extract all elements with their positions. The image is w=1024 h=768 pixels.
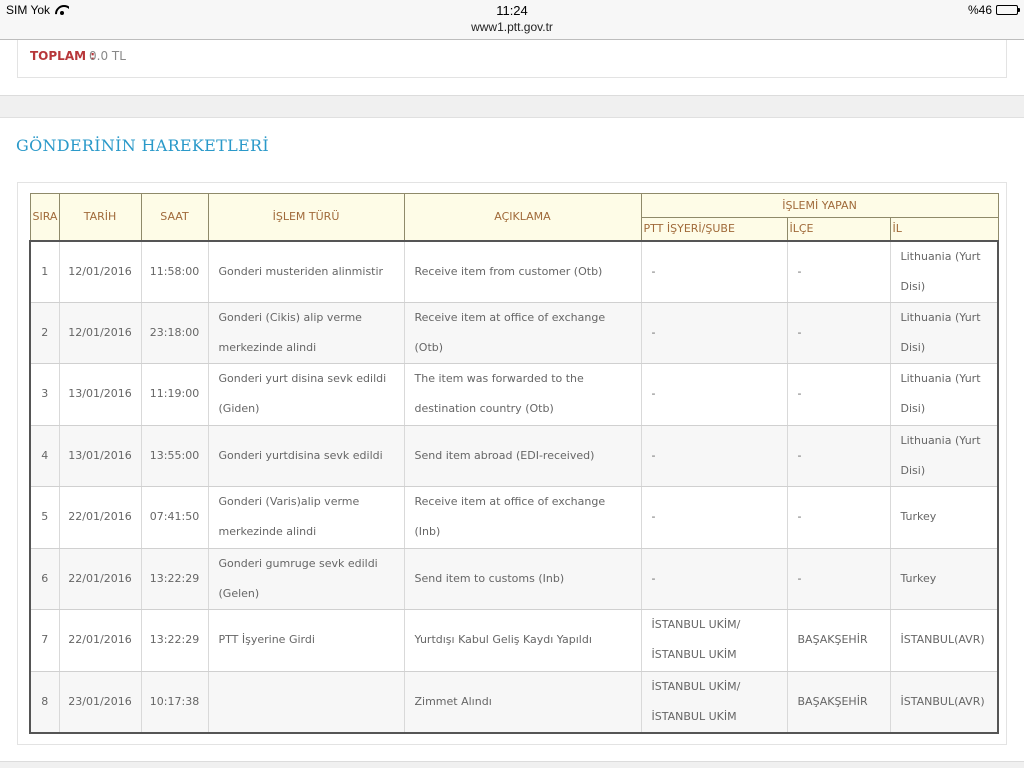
cell-isyeri: -: [641, 548, 787, 610]
status-bar: [0, 0, 1024, 40]
cell-il: Turkey: [890, 548, 998, 610]
cell-aciklama: Receive item at office of exchange (Otb): [404, 302, 641, 364]
total-box: [17, 40, 1007, 78]
cell-isyeri: -: [641, 487, 787, 549]
cell-islem: Gonderi gumruge sevk edildi (Gelen): [208, 548, 404, 610]
cell-sira: 5: [30, 487, 59, 549]
header-sira: SIRA: [30, 194, 59, 241]
cell-islem: Gonderi musteriden alinmistir: [208, 241, 404, 303]
cell-aciklama: Yurtdışı Kabul Geliş Kaydı Yapıldı: [404, 610, 641, 672]
cell-saat: 07:41:50: [141, 487, 208, 549]
cell-tarih: 23/01/2016: [59, 671, 141, 733]
cell-tarih: 13/01/2016: [59, 425, 141, 487]
header-il: İL: [890, 218, 998, 241]
cell-il: Turkey: [890, 487, 998, 549]
cell-ilce: -: [787, 425, 890, 487]
cell-aciklama: Send item to customs (Inb): [404, 548, 641, 610]
cell-isyeri: -: [641, 364, 787, 426]
cell-sira: 7: [30, 610, 59, 672]
cell-isyeri: İSTANBUL UKİM/ İSTANBUL UKİM: [641, 671, 787, 733]
cell-aciklama: Zimmet Alındı: [404, 671, 641, 733]
cell-saat: 13:22:29: [141, 548, 208, 610]
movements-panel: [0, 117, 1024, 762]
section-title: GÖNDERİNİN HAREKETLERİ: [16, 136, 269, 155]
cell-aciklama: Send item abroad (EDI-received): [404, 425, 641, 487]
cell-saat: 13:22:29: [141, 610, 208, 672]
battery-percent: %46: [967, 3, 992, 17]
cell-il: Lithuania (Yurt Disi): [890, 302, 998, 364]
cell-tarih: 13/01/2016: [59, 364, 141, 426]
table-container: [17, 182, 1007, 745]
cell-ilce: -: [787, 241, 890, 303]
table-row: [30, 425, 998, 487]
cell-saat: 10:17:38: [141, 671, 208, 733]
cell-tarih: 22/01/2016: [59, 487, 141, 549]
cell-tarih: 22/01/2016: [59, 548, 141, 610]
cell-ilce: -: [787, 302, 890, 364]
header-saat: SAAT: [141, 194, 208, 241]
table-row: [30, 302, 998, 364]
table-row: [30, 487, 998, 549]
cell-islem: [208, 671, 404, 733]
cell-il: Lithuania (Yurt Disi): [890, 241, 998, 303]
cell-sira: 3: [30, 364, 59, 426]
cell-sira: 8: [30, 671, 59, 733]
movements-table: [29, 193, 999, 734]
table-row: [30, 364, 998, 426]
address-bar[interactable]: www1.ptt.gov.tr: [471, 20, 553, 34]
cell-saat: 13:55:00: [141, 425, 208, 487]
cell-ilce: -: [787, 548, 890, 610]
cell-aciklama: Receive item from customer (Otb): [404, 241, 641, 303]
cell-il: İSTANBUL(AVR): [890, 610, 998, 672]
header-aciklama: AÇIKLAMA: [404, 194, 641, 241]
cell-ilce: BAŞAKŞEHİR: [787, 610, 890, 672]
cell-ilce: BAŞAKŞEHİR: [787, 671, 890, 733]
cell-islem: PTT İşyerine Girdi: [208, 610, 404, 672]
cell-isyeri: -: [641, 241, 787, 303]
cell-saat: 11:58:00: [141, 241, 208, 303]
table-row: [30, 671, 998, 733]
table-body: [30, 241, 998, 733]
total-value: 0.0 TL: [89, 49, 126, 63]
cell-isyeri: -: [641, 425, 787, 487]
table-row: [30, 241, 998, 303]
cell-saat: 23:18:00: [141, 302, 208, 364]
carrier-label: SIM Yok: [6, 3, 51, 17]
header-ilce: İLÇE: [787, 218, 890, 241]
cell-sira: 4: [30, 425, 59, 487]
total-label: TOPLAM :: [30, 49, 96, 63]
cell-islem: Gonderi yurt disina sevk edildi (Giden): [208, 364, 404, 426]
cell-isyeri: İSTANBUL UKİM/ İSTANBUL UKİM: [641, 610, 787, 672]
cell-tarih: 12/01/2016: [59, 302, 141, 364]
cell-ilce: -: [787, 364, 890, 426]
cell-il: Lithuania (Yurt Disi): [890, 425, 998, 487]
cell-saat: 11:19:00: [141, 364, 208, 426]
battery-icon: [996, 5, 1018, 15]
header-islemi-yapan: İŞLEMİ YAPAN: [641, 194, 998, 218]
cell-ilce: -: [787, 487, 890, 549]
cell-aciklama: Receive item at office of exchange (Inb): [404, 487, 641, 549]
header-ptt-isyeri: PTT İŞYERİ/ŞUBE: [641, 218, 787, 241]
cell-isyeri: -: [641, 302, 787, 364]
summary-panel: [0, 40, 1024, 96]
table-row: [30, 548, 998, 610]
cell-aciklama: The item was forwarded to the destination country (Otb): [404, 364, 641, 426]
cell-islem: Gonderi (Cikis) alip verme merkezinde alindi: [208, 302, 404, 364]
clock: 11:24: [496, 3, 528, 18]
header-islem-turu: İŞLEM TÜRÜ: [208, 194, 404, 241]
cell-islem: Gonderi (Varis)alip verme merkezinde alindi: [208, 487, 404, 549]
cell-il: İSTANBUL(AVR): [890, 671, 998, 733]
table-row: [30, 610, 998, 672]
cell-sira: 2: [30, 302, 59, 364]
cell-sira: 1: [30, 241, 59, 303]
header-tarih: TARİH: [59, 194, 141, 241]
cell-islem: Gonderi yurtdisina sevk edildi: [208, 425, 404, 487]
cell-tarih: 22/01/2016: [59, 610, 141, 672]
cell-sira: 6: [30, 548, 59, 610]
cell-il: Lithuania (Yurt Disi): [890, 364, 998, 426]
cell-tarih: 12/01/2016: [59, 241, 141, 303]
